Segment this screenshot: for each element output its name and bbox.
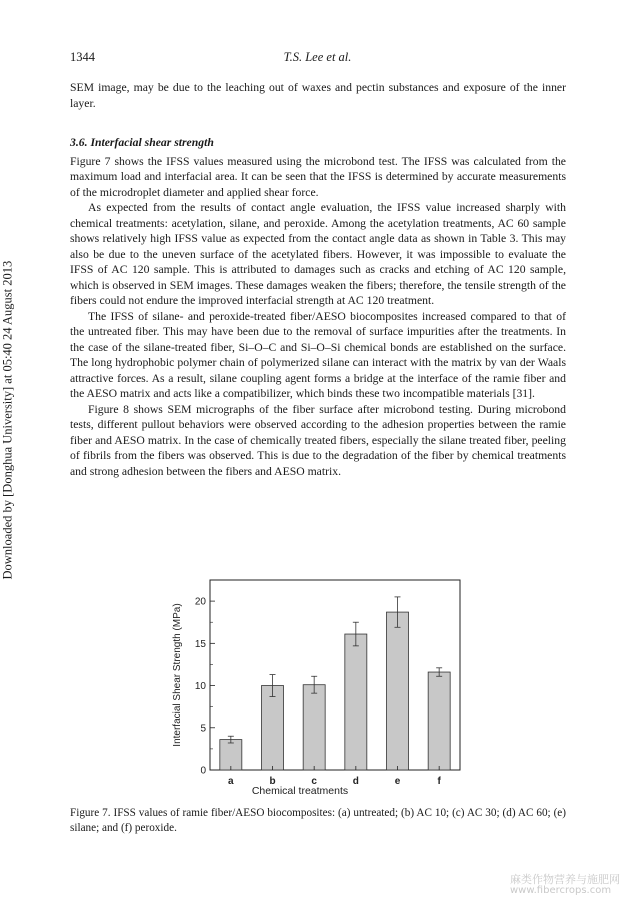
bar-e [387, 612, 409, 770]
plot-frame [210, 580, 460, 770]
y-tick-label-0: 0 [200, 765, 206, 777]
y-axis-label: Interfacial Shear Strength (MPa) [172, 603, 183, 747]
bar-f [428, 672, 450, 770]
x-tick-label-c: c [311, 776, 317, 787]
bar-c [303, 685, 325, 770]
body-text [70, 80, 566, 479]
bar-b [262, 686, 284, 770]
figure-7 [170, 570, 470, 805]
y-tick-label-10: 10 [194, 681, 206, 693]
intro-paragraph: SEM image, may be due to the leaching out of waxes and pectin substances and exposure of the inner layer. [70, 81, 566, 110]
bar-a [220, 740, 242, 770]
watermark-url: www.fibercrops.com [510, 885, 612, 896]
x-tick-label-d: d [352, 776, 359, 787]
y-tick-label-5: 5 [200, 723, 206, 735]
page-number: 1344 [70, 50, 95, 64]
x-tick-label-e: e [394, 776, 401, 787]
watermark-text: 麻类作物营养与施肥网 [510, 873, 620, 886]
paragraph-2: As expected from the results of contact angle evaluation, the IFSS value increased sharply with chemical treatments: acetylation, silane, and peroxide. Among the acetylation treatments, AC 60 sample shows relatively high IFSS value as expected from the contact angle data as shown in Table 3. This may also be due to the uneven surface of the acetylated fibers. However, it was impossible to evaluate the IFSS of AC 120 sample. This is attributed to damages such as cracks and etching of AC 120 sample, which is observed in SEM images. These damages weaken the fibers; therefore, the tensile strength of the fibers could not endure the improved interfacial strength at AC 120 treatment. [70, 201, 566, 307]
y-tick-label-20: 20 [194, 596, 206, 608]
figure-caption: Figure 7. IFSS values of ramie fiber/AESO biocomposites: (a) untreated; (b) AC 10; (c) AC 30; (d) AC 60; (e) silane; and (f) peroxide. [70, 807, 566, 834]
ifss-bar-chart [170, 570, 470, 800]
x-tick-label-b: b [269, 776, 276, 787]
y-tick-label-15: 15 [194, 638, 206, 650]
paragraph-3: The IFSS of silane- and peroxide-treated fiber/AESO biocomposites increased compared to that of the untreated fiber. This may have been due to the removal of surface impurities after the treatments. In the case of the silane-treated fiber, Si–O–C and Si–O–Si chemical bonds are established on the surface. The long hydrophobic polymer chain of polymerized silane can interact with the matrix by van der Waals attractive forces. As a result, silane coupling agent forms a bridge at the interface of the ramie fiber and the AESO matrix and acts like a compatibilizer, which binds these two incompatible materials [31]. [70, 309, 566, 400]
download-note: Downloaded by [Donghua University] at 05:40 24 August 2013 [0, 260, 15, 580]
paragraph-1: Figure 7 shows the IFSS values measured using the microbond test. The IFSS was calculated from the maximum load and interfacial area. It can be seen that the IFSS is determined by accurate measurements of the microdroplet diameter and applied shear force. [70, 154, 566, 199]
running-head: T.S. Lee et al. [283, 50, 352, 64]
paragraph-4: Figure 8 shows SEM micrographs of the fiber surface after microbond testing. During microbond tests, different pullout behaviors were observed according to the adhesion properties between the ramie fiber and AESO matrix. In the case of chemically treated fibers, especially the silane treated fiber, peeling of fibrils from the fibers was observed. This is due to the degradation of the fiber by chemical treatments and strong adhesion between the fibers and AESO matrix. [70, 402, 566, 478]
x-tick-label-a: a [228, 776, 234, 787]
x-tick-label-f: f [437, 776, 441, 787]
section-heading: 3.6. Interfacial shear strength [70, 136, 214, 149]
bar-d [345, 634, 367, 770]
x-axis-label: Chemical treatments [251, 785, 349, 797]
